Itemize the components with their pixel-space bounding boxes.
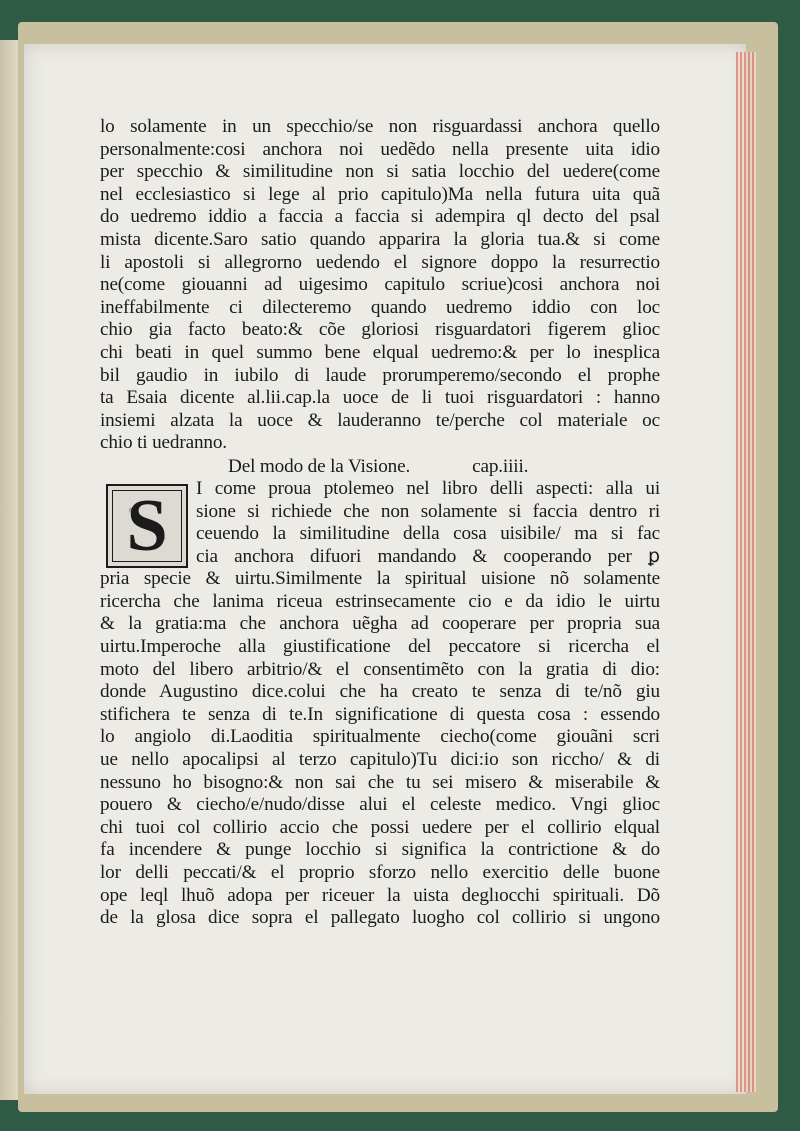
text-line: I come proua ptolemeo nel libro delli aspecti: alla ui	[196, 477, 660, 499]
text-line: insiemi alzata la uoce & lauderanno te/perche col materiale oc	[100, 409, 660, 431]
text-line: chio gia facto beato:& cõe gloriosi risguardatori figerem glioc	[100, 319, 660, 341]
decorated-initial	[106, 484, 188, 568]
text-line: lor delli peccati/& el proprio sforzo nello exercitio delle buone	[100, 862, 660, 883]
text-line: moto del libero arbitrio/& el consentimẽto con la gratia di dio:	[100, 658, 660, 680]
initial-letter: S	[126, 484, 168, 567]
text-line: bil gaudio in iubilo di laude prorumperemo/secondo el prophe	[100, 364, 660, 386]
chapter-heading	[100, 455, 660, 478]
text-line: & la gratia:ma che anchora uẽgha ad cooperare per propria sua	[100, 613, 660, 635]
text-line: chi beati in quel summo bene elqual uedremo:& per lo inesplica	[100, 341, 660, 363]
text-line: ceuendo la similitudine della cosa uisibile/ ma si fac	[196, 523, 660, 545]
text-line: ta Esaia dicente al.lii.cap.la uoce de li tuoi risguardatori : hanno	[100, 387, 660, 409]
text-line: nel ecclesiastico si lege al prio capitulo)Ma nella futura uita quã	[100, 183, 660, 205]
text-line: de la glosa dice sopra el pallegato luogho col collirio si ungono	[100, 907, 660, 929]
text-line: ope leql lhuõ adopa per riceuer la uista deglıocchi spirituali. Dõ	[100, 884, 660, 906]
paragraph-after	[100, 568, 660, 930]
text-line: chio ti uedranno.	[100, 432, 227, 454]
text-line: per specchio & similitudine non si satia locchio del uedere(come	[100, 161, 660, 183]
text-block	[100, 116, 660, 930]
text-line: chi tuoi col collirio accio che possi uedere per el collirio elqual	[100, 816, 660, 838]
text-line: stifichera te senza di te.In significatione di questa cosa : essendo	[100, 703, 660, 725]
text-line: cia anchora difuori mandando & cooperando per ꝑ	[196, 545, 660, 567]
text-line: lo solamente in un specchio/se non risguardassi anchora quello	[100, 116, 660, 137]
text-line: ue nello apocalipsi al terzo capitulo)Tu dici:io son riccho/ & di	[100, 749, 660, 771]
chapter-title: Del modo de la Visione.	[228, 455, 411, 477]
text-line: ineffabilmente ci dilecteremo quando uedremo iddio con loc	[100, 296, 660, 318]
page-fore-edge	[736, 52, 756, 1092]
text-line: lo angiolo di.Laoditia spiritualmente ciecho(come giouãni scri	[100, 726, 660, 748]
chapter-opening	[100, 478, 660, 568]
text-line: pria specie & uirtu.Similmente la spiritual uisione nõ solamente	[100, 568, 660, 590]
text-line: mista dicente.Saro satio quando apparira la gloria tua.& si come	[100, 228, 660, 250]
text-line: uirtu.Imperoche alla giustificatione del peccatore si ricercha el	[100, 636, 660, 658]
text-line: sione si richiede che non solamente si faccia dentro ri	[196, 500, 660, 522]
text-line: do uedremo iddio a faccia a faccia si adempira ql decto del psal	[100, 206, 660, 228]
text-line: pouero & ciecho/e/nudo/disse alui el celeste medico. Vngi glioc	[100, 794, 660, 816]
text-line: ne(come giouanni ad uigesimo capitulo scriue)cosi anchora noi	[100, 274, 660, 296]
text-line: donde Augustino dice.colui che ha creato te senza di te/nõ giu	[100, 681, 660, 703]
chapter-number: cap.iiii.	[472, 455, 529, 477]
paragraph-before	[100, 116, 660, 455]
text-line: fa incendere & punge locchio si significa la contrictione & do	[100, 839, 660, 861]
text-line: nessuno ho bisogno:& non sai che tu sei misero & miserabile &	[100, 771, 660, 793]
text-line: li apostoli si allegrorno uedendo el signore doppo la resurrectio	[100, 251, 660, 273]
text-line: personalmente:cosi anchora noi uedẽdo nella presente uita idio	[100, 138, 660, 160]
text-line: ricercha che lanima riceua estrinsecamente cio e da idio le uirtu	[100, 590, 660, 612]
